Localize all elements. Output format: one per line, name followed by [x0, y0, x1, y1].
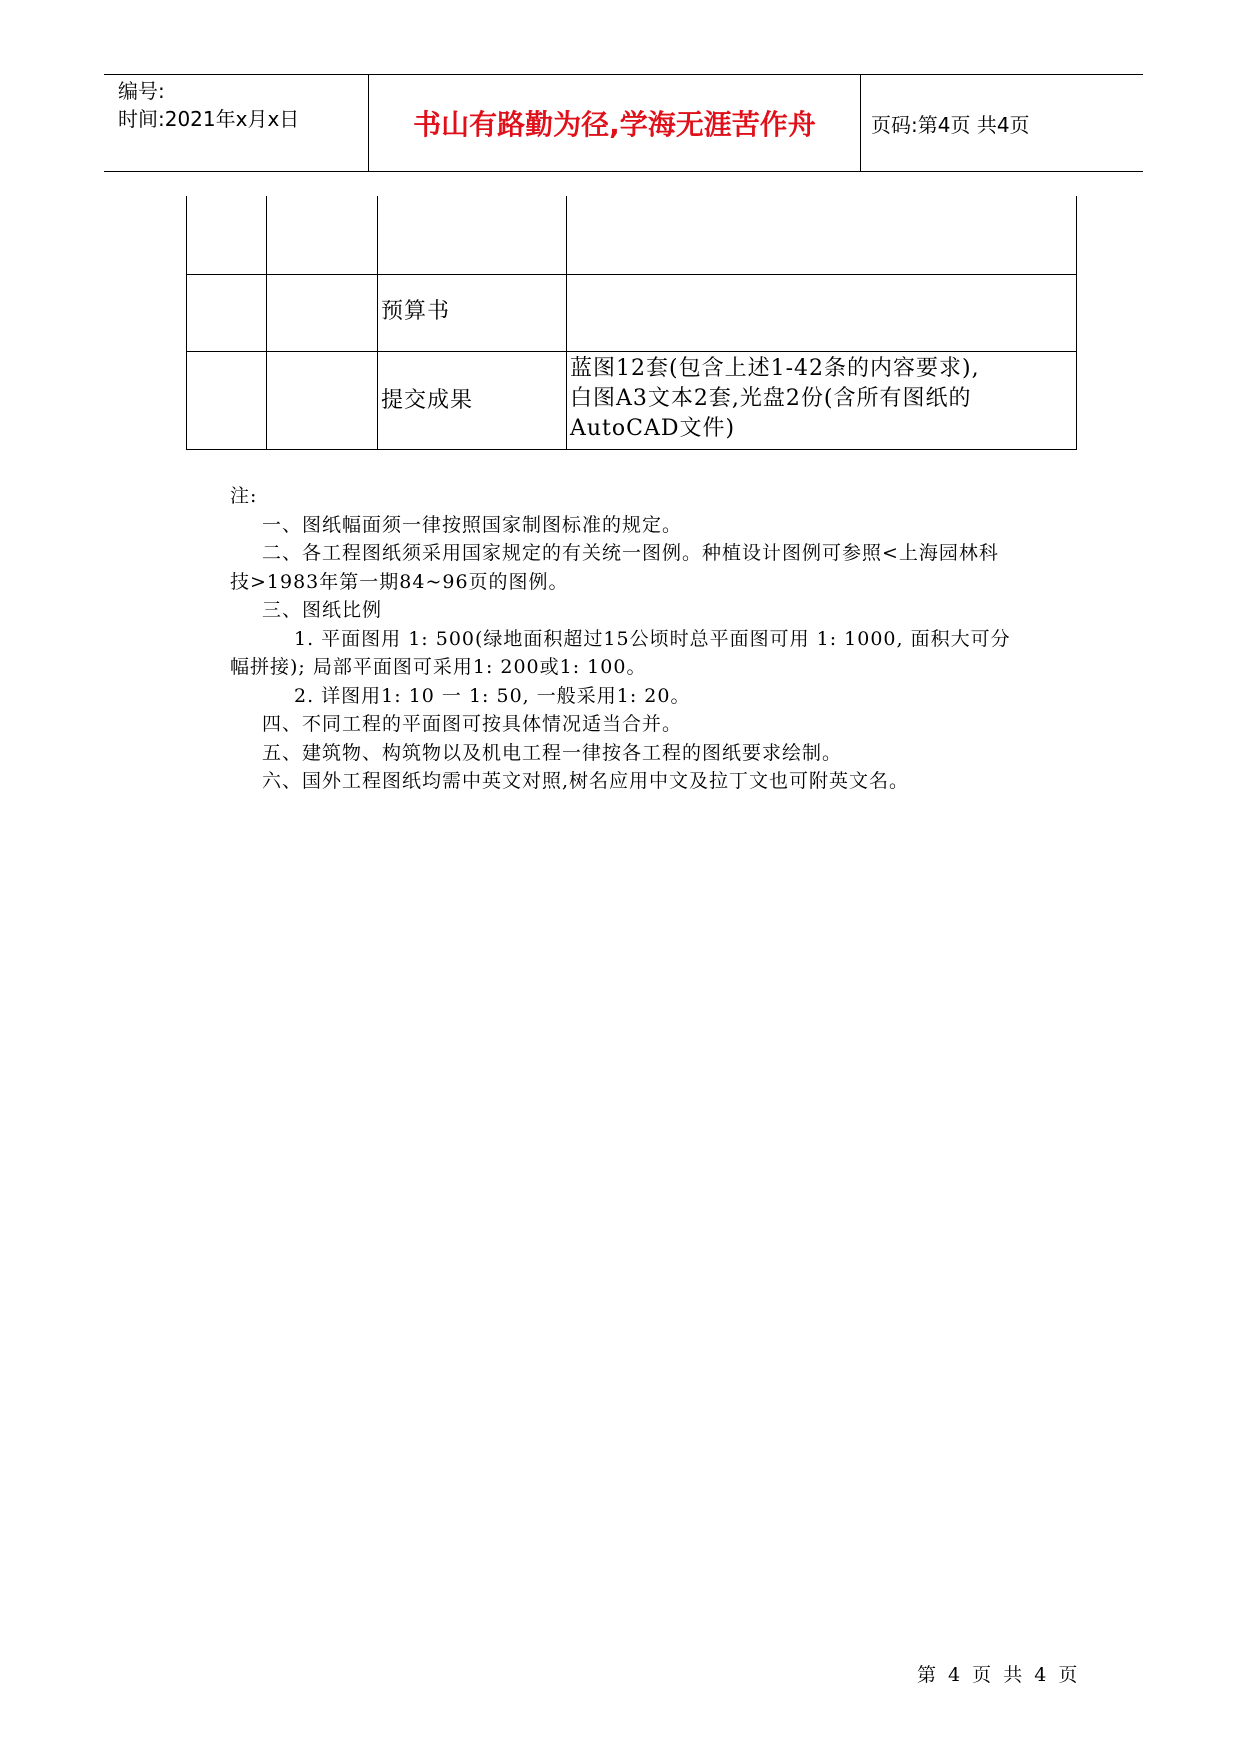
- page-footer: 第 4 页 共 4 页: [917, 1664, 1081, 1686]
- header-meta: [118, 77, 368, 133]
- table-border: [377, 196, 378, 450]
- table-border: [186, 351, 1077, 352]
- note-line: 二、各工程图纸须采用国家规定的有关统一图例。种植设计图例可参照<上海园林科: [262, 542, 999, 564]
- notes-title: 注:: [230, 485, 258, 507]
- note-line: 五、建筑物、构筑物以及机电工程一律按各工程的图纸要求绘制。: [262, 741, 843, 764]
- table-border: [186, 274, 1077, 275]
- note-line: 四、不同工程的平面图可按具体情况适当合并。: [262, 713, 683, 735]
- note-line: 1. 平面图用 1: 500(绿地面积超过15公顷时总平面图可用 1: 1000, 面积大可分: [294, 627, 1011, 650]
- deliverables-table: [186, 196, 1077, 450]
- table-cell-line: 白图A3文本2套,光盘2份(含所有图纸的: [570, 386, 972, 411]
- page-header: [104, 74, 1143, 172]
- note-line: 一、图纸幅面须一律按照国家制图标准的规定。: [262, 513, 683, 536]
- notes-section: [230, 482, 1080, 796]
- table-cell-content: [570, 354, 1075, 444]
- note-line: 技>1983年第一期84~96页的图例。: [230, 570, 569, 593]
- table-cell-line: AutoCAD文件): [570, 416, 736, 441]
- header-divider: [860, 75, 861, 171]
- table-border: [1076, 196, 1077, 450]
- table-cell-line: 蓝图12套(包含上述1-42条的内容要求),: [570, 356, 980, 381]
- document-number-label: 编号:: [118, 79, 165, 103]
- note-line: 幅拼接); 局部平面图可采用1: 200或1: 100。: [230, 656, 647, 678]
- note-line: 2. 详图用1: 10 一 1: 50, 一般采用1: 20。: [294, 684, 691, 707]
- table-border: [566, 196, 567, 450]
- note-line: 三、图纸比例: [262, 599, 383, 621]
- header-motto: 书山有路勤为径,学海无涯苦作舟: [413, 108, 816, 141]
- document-time-label: 时间:2021年x月x日: [118, 107, 300, 131]
- table-border: [266, 196, 267, 450]
- note-line: 六、国外工程图纸均需中英文对照,树名应用中文及拉丁文也可附英文名。: [262, 770, 910, 792]
- header-page-label: 页码:第4页 共4页: [871, 112, 1030, 137]
- table-border: [186, 449, 1077, 450]
- table-border: [186, 196, 187, 450]
- table-cell-item: 预算书: [381, 299, 451, 324]
- table-cell-item: 提交成果: [381, 388, 474, 413]
